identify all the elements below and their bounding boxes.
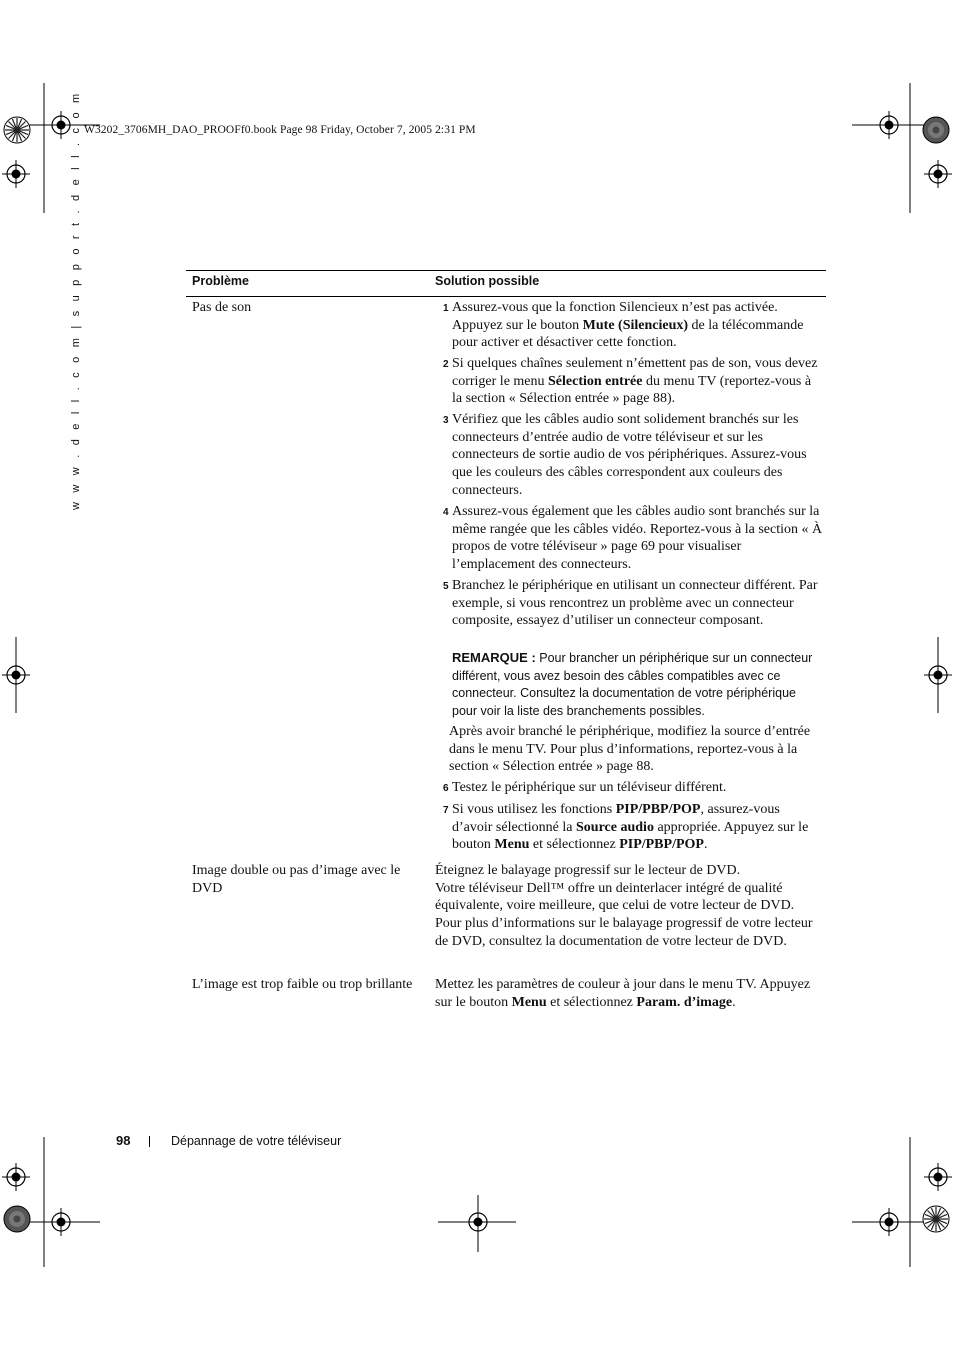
header-problem: Problème (192, 274, 249, 288)
step-2: 2 Si quelques chaînes seulement n’émettent pas de son, vous devez corriger le menu Sélection entrée du menu TV (reportez-vous à la section « Sélection entrée » page 88). (443, 356, 818, 407)
step-6: 6 Testez le périphérique sur un téléviseur différent. (443, 779, 823, 797)
step-1: 1 Assurez-vous que la fonction Silencieux n’est pas activée. Appuyez sur le bouton Mute (Silencieux) de la télécommande pour activer et désactiver cette fonction. (443, 300, 804, 351)
print-header: W3202_3706MH_DAO_PROOFf0.book Page 98 Friday, October 7, 2005 2:31 PM (84, 124, 476, 136)
step-number: 2 (443, 359, 449, 370)
table-top-rule (186, 270, 826, 271)
after-note-paragraph: Après avoir branché le périphérique, modifiez la source d’entrée dans le menu TV. Pour plus d’informations, reportez-vous à la section « Sélection entrée » page 88. (449, 724, 811, 775)
row2-solution: Éteignez le balayage progressif sur le lecteur de DVD. Votre téléviseur Dell™ offre un deinterlacer intégré de qualité équivalente, voire meilleure, que celui de votre lecteur de DVD. Pour plus d’informations sur le balayage progressif de votre lecteur de DVD, consultez la documentation de votre lecteur de DVD. (435, 863, 813, 949)
note-text: Pour brancher un périphérique sur un connecteur différent, vous avez besoin des câbles compatibles avec ce connecteur. Consultez la documentation de votre périphérique pour voir la liste des branchements possibles. (452, 651, 813, 718)
step-3: 3 Vérifiez que les câbles audio sont solidement branchés sur les connecteurs d’entrée audio de votre téléviseur et sur les connecteurs de sortie audio de vos périphériques. Assurez-vous que les couleurs des câbles correspondent aux couleurs des connecteurs. (443, 412, 807, 498)
note-label: REMARQUE : (452, 650, 536, 665)
step-number: 5 (443, 581, 449, 592)
footer-section-title: Dépannage de votre téléviseur (171, 1134, 342, 1148)
note-block (452, 649, 824, 720)
row1-problem: Pas de son (192, 300, 252, 315)
step-7: 7 Si vous utilisez les fonctions PIP/PBP/POP, assurez-vous d’avoir sélectionné la Source audio appropriée. Appuyez sur le bouton Menu et sélectionnez PIP/PBP/POP. (443, 802, 809, 853)
row3-problem: L’image est trop faible ou trop brillante (192, 977, 413, 992)
header-solution: Solution possible (435, 274, 540, 288)
row3-solution: Mettez les paramètres de couleur à jour dans le menu TV. Appuyez sur le bouton Menu et sélectionnez Param. d’image. (435, 977, 811, 1010)
table-header-rule (186, 296, 826, 297)
step-5: 5 Branchez le périphérique en utilisant un connecteur différent. Par exemple, si vous rencontrez un problème avec un connecteur composite, essayez d’utiliser un connecteur composant. (443, 578, 818, 629)
side-url: w w w . d e l l . c o m | s u p p o r t . d e l l . c o m (70, 90, 82, 510)
step-number: 7 (443, 805, 449, 816)
step-number: 3 (443, 415, 449, 426)
page-number: 98 (116, 1133, 131, 1148)
step-4: 4 Assurez-vous également que les câbles audio sont branchés sur la même rangée que les câbles vidéo. Reportez-vous à la section « À propos de votre téléviseur » page 69 pour visualiser l’emplacement des connecteurs. (443, 504, 823, 573)
step-number: 6 (443, 783, 449, 794)
step-number: 1 (443, 303, 449, 314)
footer-separator (149, 1136, 150, 1147)
step-number: 4 (443, 507, 449, 518)
row2-problem: Image double ou pas d’image avec le DVD (192, 863, 401, 896)
